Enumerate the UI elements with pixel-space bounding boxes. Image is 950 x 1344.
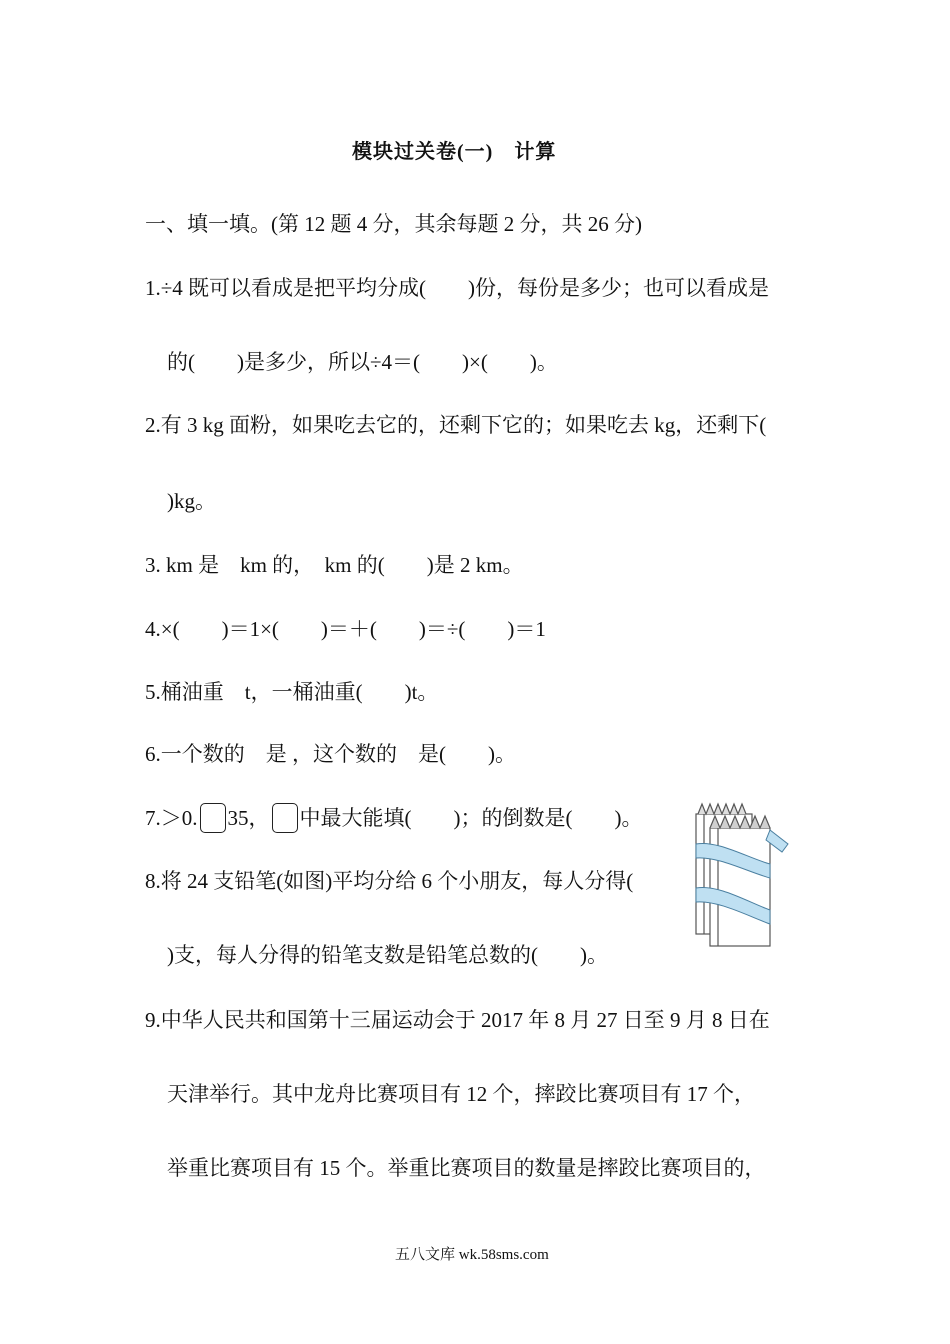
question-6: 6.一个数的 是 ，这个数的 是( )。 xyxy=(145,742,516,766)
question-1-line-2: 的( )是多少，所以÷4＝( )×( )。 xyxy=(167,350,558,374)
question-8-line-2: )支，每人分得的铅笔支数是铅笔总数的( )。 xyxy=(167,943,608,967)
section-heading: 一、填一填。(第 12 题 4 分，其余每题 2 分，共 26 分) xyxy=(145,212,642,236)
digit-blank-box xyxy=(200,803,226,833)
question-5: 5.桶油重 t，一桶油重( )t。 xyxy=(145,680,439,704)
question-9-line-2: 天津举行。其中龙舟比赛项目有 12 个，摔跤比赛项目有 17 个， xyxy=(167,1082,755,1106)
digit-blank-box-ref xyxy=(272,803,298,833)
page-title: 模块过关卷(一) 计算 xyxy=(352,141,557,163)
footer-watermark: 五八文库 wk.58sms.com xyxy=(395,1247,549,1263)
question-7-post: 中最大能填( )；的倒数是( )。 xyxy=(299,806,643,830)
question-7-mid: 35， xyxy=(227,806,270,830)
pencil-bundle-illustration xyxy=(688,800,798,950)
question-2-line-2: )kg。 xyxy=(167,489,216,513)
question-8-line-1: 8.将 24 支铅笔(如图)平均分给 6 个小朋友，每人分得( xyxy=(145,869,634,893)
question-9-line-3: 举重比赛项目有 15 个。举重比赛项目的数量是摔跤比赛项目的， xyxy=(167,1156,766,1180)
question-7 xyxy=(145,803,642,833)
question-1-line-1: 1.÷4 既可以看成是把平均分成( )份，每份是多少；也可以看成是 xyxy=(145,276,770,300)
question-3: 3. km 是 km 的， km 的( )是 2 km。 xyxy=(145,553,524,577)
question-7-pre: 7.＞0. xyxy=(145,806,198,830)
question-4: 4.×( )＝1×( )＝＋( )＝÷( )＝1 xyxy=(145,617,546,641)
question-2-line-1: 2.有 3 kg 面粉，如果吃去它的，还剩下它的；如果吃去 kg，还剩下( xyxy=(145,413,767,437)
question-9-line-1: 9.中华人民共和国第十三届运动会于 2017 年 8 月 27 日至 9 月 8 日在 xyxy=(145,1008,770,1032)
